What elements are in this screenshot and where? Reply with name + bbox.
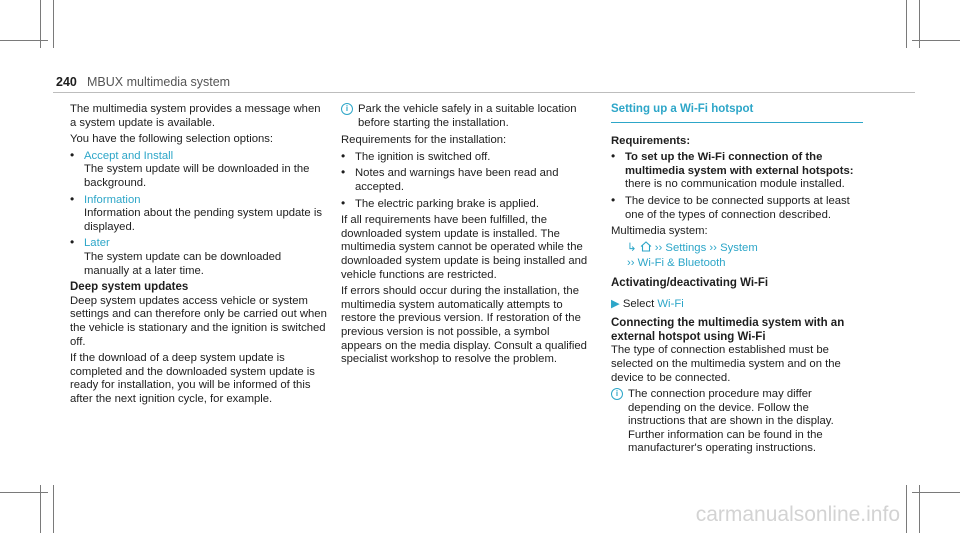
note-text: The connection procedure may differ depending on the device. Follow the instructions that are shown in the display. Further information can be found in the manufacturer's operating instructions.: [628, 388, 834, 455]
option-desc: Information about the pending system update is displayed.: [84, 207, 323, 233]
requirements-heading: Requirements:: [611, 134, 691, 147]
list-item: [341, 195, 591, 212]
column-left: [70, 103, 328, 409]
requirement-text: The electric parking brake is applied.: [355, 197, 539, 210]
step-arrow-icon: ▶: [611, 297, 620, 310]
note-box: [341, 103, 591, 130]
page-header: [53, 70, 915, 93]
error-text: If errors should occur during the installation, the multimedia system automatically attempts to restore the previous version. If restoration of the previous version is not possible, a symbol appears on the media display. Consult a qualified specialist workshop to resolve the problem.: [341, 285, 587, 366]
list-item: [70, 147, 328, 191]
options-intro: You have the following selection options:: [70, 133, 274, 146]
bullet-icon: •: [341, 165, 346, 180]
crop-mark: [53, 0, 54, 48]
column-right: [611, 103, 863, 460]
deep-updates-heading: Deep system updates: [70, 281, 189, 294]
bullet-icon: •: [70, 191, 75, 206]
menu-path-line-2: [611, 257, 863, 271]
activating-heading: Activating/deactivating Wi-Fi: [611, 276, 769, 289]
option-desc: The system update will be downloaded in the background.: [84, 163, 310, 189]
note-text: Park the vehicle safely in a suitable location before starting the installation.: [358, 103, 577, 129]
select-wifi-link[interactable]: Wi-Fi: [657, 297, 684, 310]
crop-mark: [0, 492, 48, 493]
menu-settings-link[interactable]: Settings: [665, 241, 707, 254]
chevron-right-icon: ››: [654, 241, 666, 254]
chevron-right-icon: ››: [627, 257, 638, 270]
deep-updates-text-2: If the download of a deep system update is completed and the downloaded system update is ready for installation, you will be informed of this after the next ignition cycle, for example.: [70, 352, 315, 405]
crop-mark: [912, 40, 960, 41]
crop-mark: [53, 485, 54, 533]
connecting-heading: Connecting the multimedia system with an external hotspot using Wi-Fi: [611, 317, 845, 343]
list-item: [70, 191, 328, 235]
requirement-text: The device to be connected supports at least one of the types of connection described.: [625, 194, 850, 221]
crop-mark: [906, 0, 907, 48]
install-text: If all requirements have been fulfilled, the downloaded system update is installed. The multimedia system cannot be operated while the downloaded system update is being installed and vehicle functions are restricted.: [341, 214, 588, 281]
crop-mark: [912, 492, 960, 493]
requirement-text: To set up the Wi-Fi connection of the multimedia system with external hotspots:: [625, 151, 854, 177]
bullet-icon: •: [341, 148, 346, 163]
bullet-icon: •: [70, 235, 75, 250]
requirement-sub: there is no communication module installed.: [625, 178, 845, 191]
watermark: carmanualsonline.info: [695, 503, 900, 526]
connecting-text: The type of connection established must be selected on the multimedia system and on the device to be connected.: [611, 344, 841, 384]
menu-label: Multimedia system:: [611, 225, 708, 238]
option-information[interactable]: Information: [84, 193, 141, 206]
info-icon: i: [341, 103, 353, 115]
list-item: [611, 192, 863, 222]
menu-system-link[interactable]: System: [720, 241, 758, 254]
page-number: 240: [56, 75, 77, 89]
intro-text: The multimedia system provides a message when a system update is available.: [70, 103, 321, 129]
page-title: MBUX multimedia system: [87, 75, 231, 89]
option-later[interactable]: Later: [84, 237, 110, 250]
chevron-right-icon: ››: [709, 241, 721, 254]
select-step: [611, 298, 863, 312]
select-prefix: Select: [622, 297, 655, 310]
bullet-icon: •: [611, 149, 616, 164]
option-desc: The system update can be downloaded manually at a later time.: [84, 250, 282, 277]
crop-mark: [0, 40, 48, 41]
requirement-text: Notes and warnings have been read and accepted.: [355, 167, 559, 193]
list-item: [611, 151, 863, 192]
info-icon: i: [611, 388, 623, 400]
crop-mark: [906, 485, 907, 533]
option-accept-install[interactable]: Accept and Install: [84, 149, 174, 162]
requirements-intro: Requirements for the installation:: [341, 134, 507, 147]
section-title: Setting up a Wi-Fi hotspot: [611, 103, 863, 123]
return-arrow-icon: ↳: [627, 241, 637, 254]
bullet-icon: •: [341, 195, 346, 210]
requirement-text: The ignition is switched off.: [355, 150, 491, 163]
list-item: [341, 167, 591, 194]
home-icon[interactable]: [640, 241, 652, 252]
bullet-icon: •: [70, 147, 75, 162]
deep-updates-text: Deep system updates access vehicle or system settings and can therefore only be carried out when the vehicle is stationary and the ignition is switched off.: [70, 294, 327, 348]
note-box: [611, 388, 863, 456]
bullet-icon: •: [611, 192, 616, 207]
menu-path: [611, 241, 863, 256]
menu-wifi-bluetooth-link[interactable]: Wi-Fi & Bluetooth: [637, 257, 726, 270]
column-middle: [341, 103, 591, 370]
list-item: [70, 237, 328, 278]
list-item: [341, 148, 591, 165]
